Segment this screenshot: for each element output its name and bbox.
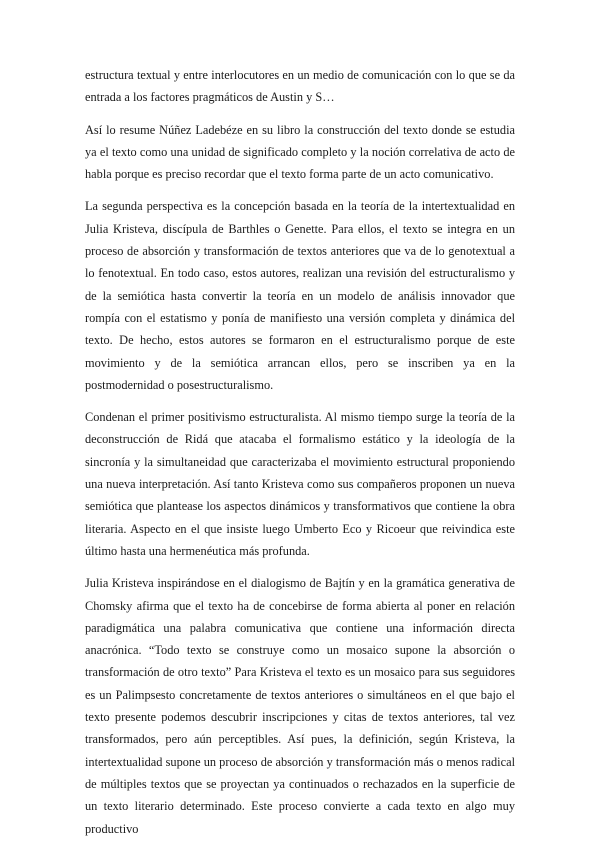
paragraph-nunez-ladebeze: Así lo resume Núñez Ladebéze en su libro la construcción del texto donde se estudia ya el texto como una unidad de significado completo y la noción correlativa de acto de habla porque es preciso recordar que el texto forma parte de un acto comunicativo.: [85, 122, 515, 182]
paragraph-kristeva: Julia Kristeva inspirándose en el dialogismo de Bajtín y en la gramática generativa de Chomsky afirma que el texto ha de concebirse de forma abierta al poner en relación paradigmática una palabra comunicativa que contiene una información directa anacrónica. “Todo texto se construye como un mosaico supone la absorción o transformación de otro texto” Para Kristeva el texto es un mosaico para sus seguidores es un Palimpsesto concretamente de textos anteriores o simultáneos en el que bajo el texto presente podemos descubrir inscripciones y citas de textos anteriores, tal vez transformados, pero aún perceptibles. Así pues, la definición, según Kristeva, la intertextualidad supone un proceso de absorción y transformación más o menos radical de múltiples textos que se proyectan ya continuados o rechazados en la superficie de un texto literario determinado. Este proceso convierte a cada texto en algo muy productivo: [85, 576, 515, 836]
paragraph-continuation: estructura textual y entre interlocutores en un medio de comunicación con lo que se da entrada a los factores pragmáticos de Austin y S…: [85, 68, 515, 105]
body-text: [85, 64, 515, 850]
paragraph-positivismo: Condenan el primer positivismo estructuralista. Al mismo tiempo surge la teoría de la deconstrucción de Ridá que atacaba el formalismo estático y la ideología de la sincronía y la simultaneidad que caracterizaba el movimiento estructural proponiendo una nueva interpretación. Así tanto Kristeva como sus compañeros proponen un nueva semiótica que plantease los aspectos dinámicos y transformativos que contiene la obra literaria. Aspecto en el que insiste luego Umberto Eco y Ricoeur que reivindica este último hasta una hermenéutica más profunda.: [85, 410, 515, 558]
paragraph-intertextualidad: La segunda perspectiva es la concepción basada en la teoría de la intertextualidad en Julia Kristeva, discípula de Barthles o Genette. Para ellos, el texto se integra en un proceso de absorción y transformación de textos anteriores que va de lo genotextual a lo fenotextual. En todo caso, estos autores, realizan una revisión del estructuralismo y de la semiótica hasta convertir la teoría en un modelo de análisis innovador que rompía con el estatismo y ponía de manifiesto una versión completa y dinámica del texto. De hecho, estos autores se formaron en el estructuralismo porque de este movimiento y de la semiótica arrancan ellos, pero se inscriben ya en la postmodernidad o posestructuralismo.: [85, 199, 515, 392]
